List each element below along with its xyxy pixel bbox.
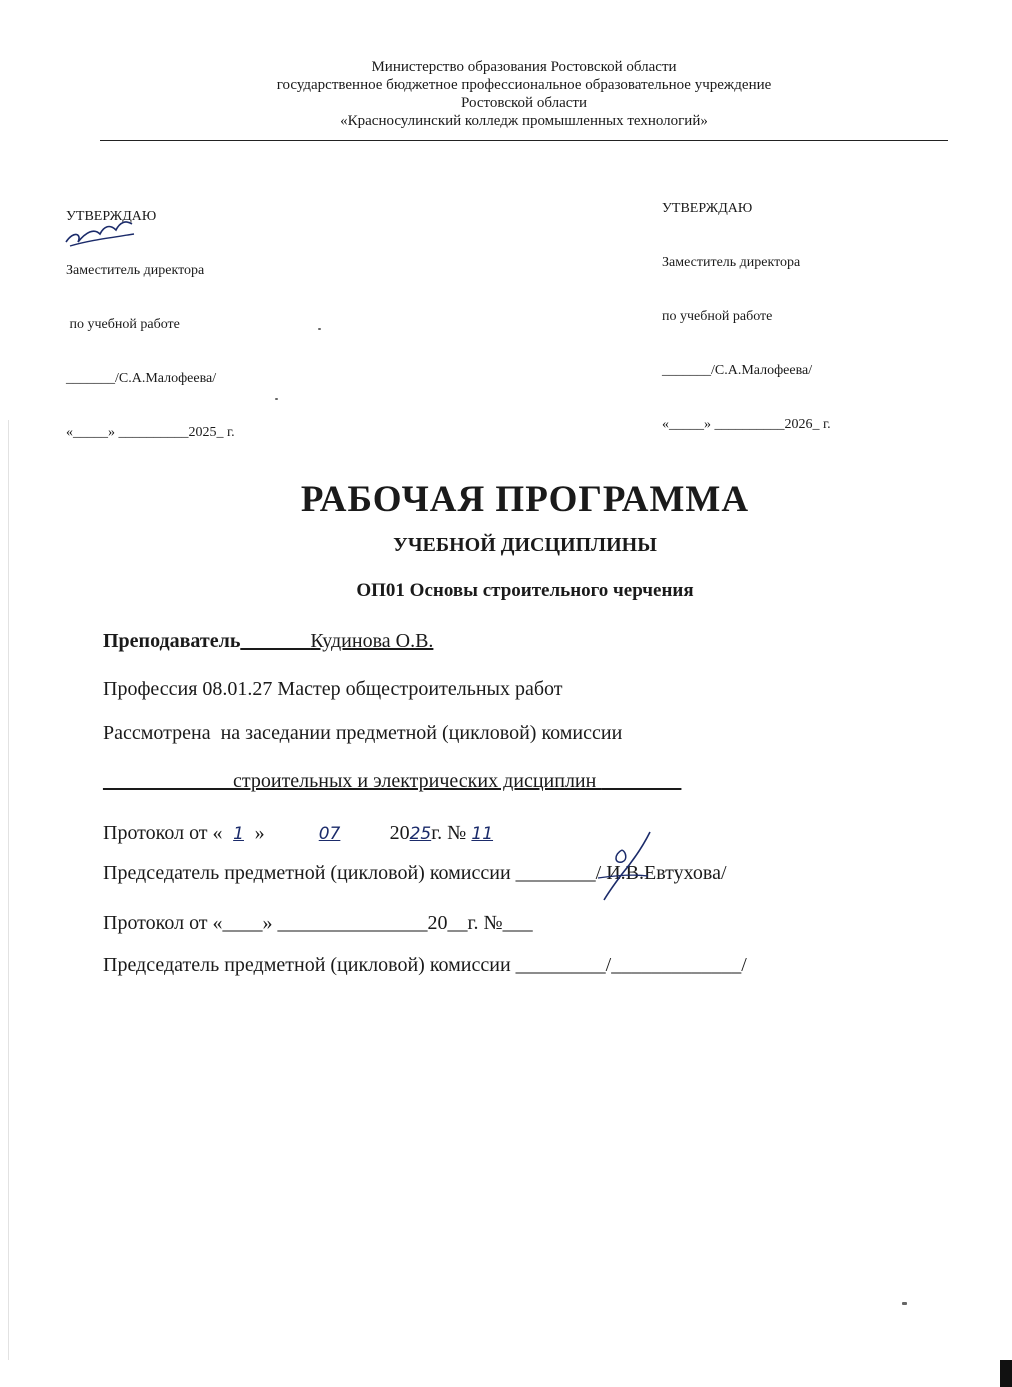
commission-name: строительных и электрических дисциплин [233,770,602,792]
approval-signature-line: _______/С.А.Малофеева/ [662,363,813,378]
header-college-name: «Красносулинский колледж промышленных технологий» [340,113,708,129]
protocol-month: 07 [318,824,341,844]
approval-signature-line: _______/С.А.Малофеева/ [66,371,217,386]
signature-scribble [60,212,140,252]
chair-name: / И.В.Евтухова/ [595,862,727,884]
considered-line: Рассмотрена на заседании предметной (цикловой) комиссии [103,722,623,744]
approval-role: Заместитель директора [662,255,801,270]
profession-line: Профессия 08.01.27 Мастер общестроительных работ [103,678,563,700]
document-title: РАБОЧАЯ ПРОГРАММА [300,479,750,520]
approval-block-right [662,164,831,452]
institution-header [100,58,948,130]
approval-title: УТВЕРЖДАЮ [66,209,157,224]
discipline-name: ОП01 Основы строительного черчения [356,580,694,601]
commission-line [103,770,681,793]
teacher-name: Кудинова О.В. [310,630,434,652]
chair-signature-blank: ________ [515,862,596,884]
teacher-blank: _______ [240,630,311,652]
document-subtitle: УЧЕБНОЙ ДИСЦИПЛИНЫ [393,534,657,556]
commission-lead-blank: _____________ [103,770,233,792]
protocol-year: 25 [409,824,432,844]
chair-prefix: Председатель предметной (цикловой) комиссии [103,862,516,884]
protocol-year-prefix: 20 [389,822,410,844]
teacher-line [103,630,433,653]
protocol-number: 11 [471,824,494,844]
scan-dust [275,398,278,400]
protocol-prefix: Протокол от « [103,822,223,844]
commission-trail-blank: ________ [601,770,682,792]
teacher-label: Преподаватель [103,630,241,652]
chair-line-2: Председатель предметной (цикловой) комиссии _________/_____________/ [103,954,747,976]
scan-edge-corner [1000,1360,1012,1387]
approval-role-detail: по учебной работе [662,309,773,324]
protocol-separator: » [254,822,270,844]
protocol-line-2: Протокол от «____» _______________20__г. №___ [103,912,533,934]
scan-dust [318,328,321,330]
approval-role: Заместитель директора [66,263,205,278]
approval-date-line: «_____» __________2025_ г. [66,425,235,440]
scan-edge [8,420,9,1360]
protocol-number-label: г. № [431,822,467,844]
header-region: Ростовской области [461,95,587,111]
approval-role-detail: по учебной работе [66,317,180,332]
chair-signature-scribble [592,828,662,908]
protocol-day: 1 [233,824,244,844]
approval-date-line: «_____» __________2026_ г. [662,417,831,432]
scan-dust [902,1302,907,1305]
header-ministry: Министерство образования Ростовской области [371,59,677,75]
approval-title: УТВЕРЖДАЮ [662,201,753,216]
header-institution-type: государственное бюджетное профессиональное образовательное учреждение [276,77,772,93]
protocol-line-1 [103,822,498,845]
header-divider [100,140,948,141]
